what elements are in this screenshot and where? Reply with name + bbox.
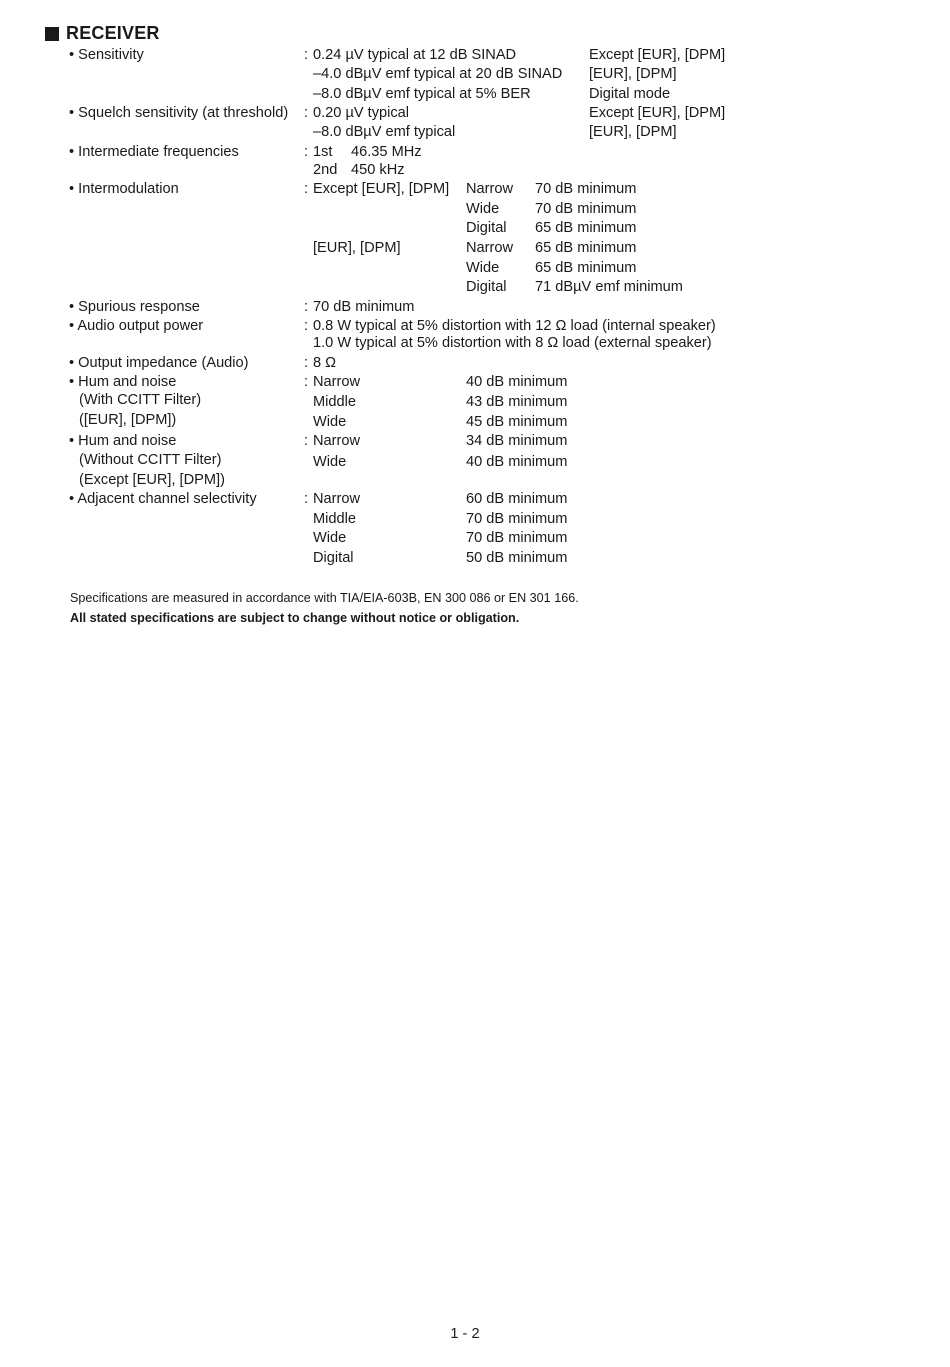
spurious-value: 70 dB minimum (313, 299, 415, 315)
sensitivity-note: Digital mode (589, 86, 671, 102)
intermod-value: 65 dB minimum (535, 240, 637, 256)
spurious-label: • Spurious response (69, 299, 200, 315)
intermod-value: 70 dB minimum (535, 201, 637, 217)
sensitivity-label: • Sensitivity (69, 47, 144, 63)
colon: : (304, 105, 309, 121)
sensitivity-note: Except [EUR], [DPM] (589, 47, 726, 63)
sensitivity-value: –4.0 dBµV emf typical at 20 dB SINAD (313, 66, 563, 82)
intermod-mode: Digital (466, 279, 507, 295)
adjacent-mode: Wide (313, 530, 347, 546)
colon: : (304, 144, 309, 160)
sensitivity-value: 0.24 µV typical at 12 dB SINAD (313, 47, 517, 63)
intermod-label: • Intermodulation (69, 181, 179, 197)
hum-ccitt-sublabel: ([EUR], [DPM]) (79, 412, 177, 428)
adjacent-mode: Narrow (313, 491, 361, 507)
page-number: 1 - 2 (450, 1326, 480, 1342)
squelch-value: –8.0 dBµV emf typical (313, 124, 456, 140)
intermod-value: 65 dB minimum (535, 260, 637, 276)
hum-noccitt-sublabel: (Without CCITT Filter) (79, 452, 222, 468)
hum-noccitt-mode: Narrow (313, 433, 361, 449)
adjacent-value: 50 dB minimum (466, 550, 568, 566)
intermod-mode: Narrow (466, 240, 514, 256)
hum-ccitt-value: 45 dB minimum (466, 414, 568, 430)
squelch-note: Except [EUR], [DPM] (589, 105, 726, 121)
intermod-region: Except [EUR], [DPM] (313, 181, 450, 197)
hum-noccitt-sublabel: (Except [EUR], [DPM]) (79, 472, 225, 488)
impedance-value: 8 Ω (313, 355, 337, 371)
if-frequency: 46.35 MHz (351, 144, 422, 160)
adjacent-mode: Digital (313, 550, 354, 566)
if-order: 1st (313, 144, 333, 160)
audio-power-value: 0.8 W typical at 5% distortion with 12 Ω load (internal speaker) (313, 318, 716, 334)
footnote: Specifications are measured in accordance with TIA/EIA-603B, EN 300 086 or EN 301 166. (70, 591, 579, 605)
colon: : (304, 318, 309, 334)
colon: : (304, 374, 309, 390)
audio-power-label: • Audio output power (69, 318, 204, 334)
audio-power-value: 1.0 W typical at 5% distortion with 8 Ω load (external speaker) (313, 335, 712, 351)
colon: : (304, 433, 309, 449)
hum-ccitt-mode: Middle (313, 394, 356, 410)
black-square-icon (45, 27, 59, 41)
hum-noccitt-mode: Wide (313, 454, 347, 470)
sensitivity-value: –8.0 dBµV emf typical at 5% BER (313, 86, 531, 102)
if-label: • Intermediate frequencies (69, 144, 239, 160)
hum-ccitt-mode: Wide (313, 414, 347, 430)
squelch-value: 0.20 µV typical (313, 105, 410, 121)
hum-noccitt-label: • Hum and noise (69, 433, 177, 449)
hum-ccitt-sublabel: (With CCITT Filter) (79, 392, 202, 408)
hum-ccitt-value: 40 dB minimum (466, 374, 568, 390)
adjacent-mode: Middle (313, 511, 356, 527)
colon: : (304, 355, 309, 371)
intermod-mode: Wide (466, 260, 500, 276)
intermod-value: 71 dBµV emf minimum (535, 279, 683, 295)
colon: : (304, 491, 309, 507)
squelch-label: • Squelch sensitivity (at threshold) (69, 105, 289, 121)
intermod-mode: Narrow (466, 181, 514, 197)
hum-ccitt-mode: Narrow (313, 374, 361, 390)
colon: : (304, 181, 309, 197)
adjacent-label: • Adjacent channel selectivity (69, 491, 257, 507)
intermod-value: 70 dB minimum (535, 181, 637, 197)
disclaimer: All stated specifications are subject to change without notice or obligation. (70, 611, 520, 625)
impedance-label: • Output impedance (Audio) (69, 355, 249, 371)
squelch-note: [EUR], [DPM] (589, 124, 677, 140)
hum-ccitt-label: • Hum and noise (69, 374, 177, 390)
hum-ccitt-value: 43 dB minimum (466, 394, 568, 410)
section-title: RECEIVER (66, 23, 160, 43)
adjacent-value: 60 dB minimum (466, 491, 568, 507)
intermod-region: [EUR], [DPM] (313, 240, 401, 256)
sensitivity-note: [EUR], [DPM] (589, 66, 677, 82)
hum-noccitt-value: 40 dB minimum (466, 454, 568, 470)
colon: : (304, 299, 309, 315)
if-order: 2nd (313, 162, 338, 178)
section-heading (45, 23, 160, 44)
intermod-mode: Digital (466, 220, 507, 236)
adjacent-value: 70 dB minimum (466, 530, 568, 546)
colon: : (304, 47, 309, 63)
adjacent-value: 70 dB minimum (466, 511, 568, 527)
intermod-value: 65 dB minimum (535, 220, 637, 236)
intermod-mode: Wide (466, 201, 500, 217)
if-frequency: 450 kHz (351, 162, 405, 178)
hum-noccitt-value: 34 dB minimum (466, 433, 568, 449)
